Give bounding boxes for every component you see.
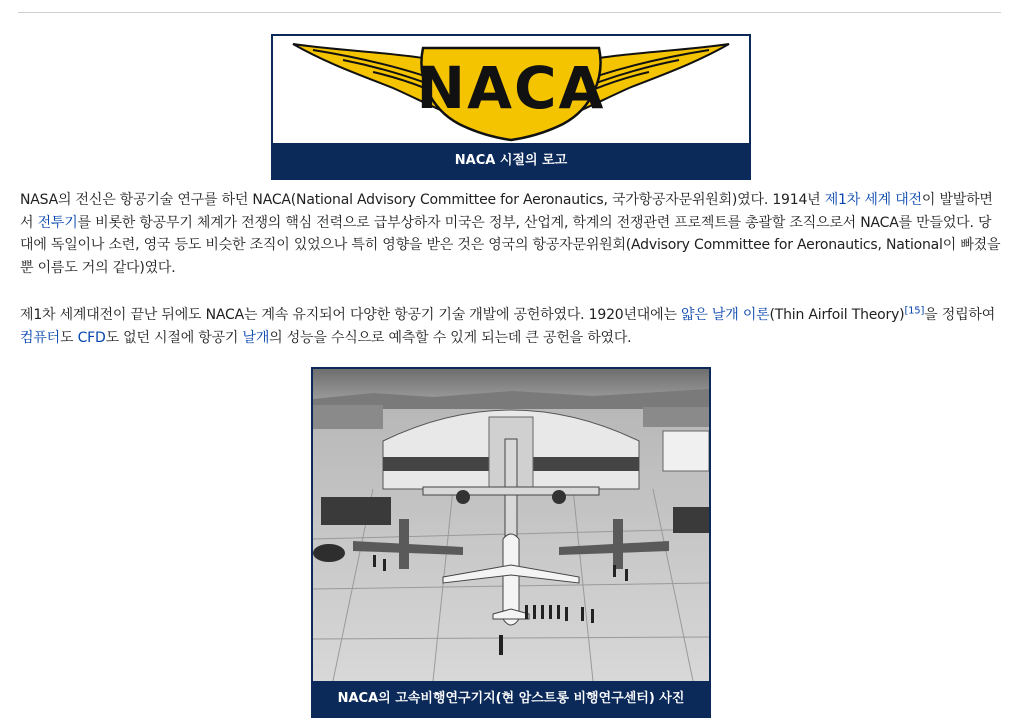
paragraph-text: 이 발발하면서 [20,192,993,231]
paragraph-text: 의 성능을 수식으로 예측할 수 있게 되는데 큰 공헌을 하였다. [269,329,632,346]
airfield-photo [313,369,709,681]
naca-wings-logo [273,36,749,143]
link-world-war-1[interactable]: 제1차 세계 대전 [824,192,922,208]
link-computer[interactable]: 컴퓨터 [20,329,60,346]
naca-logo-caption: NACA 시절의 로고 [454,153,568,168]
paragraph-text: 를 비롯한 항공무기 체계가 전쟁의 핵심 전력으로 급부상하자 미국은 정부, 산업계, 학계의 전쟁관련 프로젝트를 총괄할 조직으로서 NACA를 만들었다. 당대에 독일이나 소련, 영국 등도 비슷한 조직이 있었으나 특히 영향을 받은 것은 영국의 항공자문위원회(Advisory Committee for Aeronautics, National이 빠졌을 뿐 이름도 거의 같다)였다. [20,214,1001,276]
top-divider [18,12,1001,13]
link-fighter[interactable]: 전투기 [37,214,78,231]
naca-logo-image[interactable] [273,36,749,143]
naca-logo-figure[interactable] [271,34,751,180]
footnote-15-link[interactable]: [15] [904,305,925,317]
paragraph-text: 도 없던 시절에 항공기 [105,329,243,346]
paragraph-text: 을 정립하여 [924,307,996,323]
naca-logo-text: NACA [416,54,606,122]
paragraph-text: 제1차 세계대전이 끝난 뒤에도 NACA는 계속 유지되어 다양한 항공기 기술 개발에 공헌하였다. 1920년대에는 [20,307,682,323]
paragraph-text: NASA의 전신은 항공기술 연구를 하던 NACA(National Advisory Committee for Aeronautics, 국가항공자문위원회)였다. 1914년 [20,192,825,208]
airfield-photo-image[interactable] [313,369,709,681]
link-thin-airfoil-theory[interactable]: 얇은 날개 이론 [681,307,770,323]
paragraph-text: (Thin Airfoil Theory) [769,307,905,323]
paragraph-naca-contribution [20,304,1001,349]
link-cfd[interactable]: CFD [77,329,106,346]
airfield-photo-caption: NACA의 고속비행연구기지(현 암스트롱 비행연구센터) 사진 [337,691,685,706]
paragraph-text: 도 [59,329,78,346]
link-wing[interactable]: 날개 [242,329,270,346]
paragraph-naca-origin [20,189,1001,279]
airfield-photo-figure[interactable] [311,367,711,718]
